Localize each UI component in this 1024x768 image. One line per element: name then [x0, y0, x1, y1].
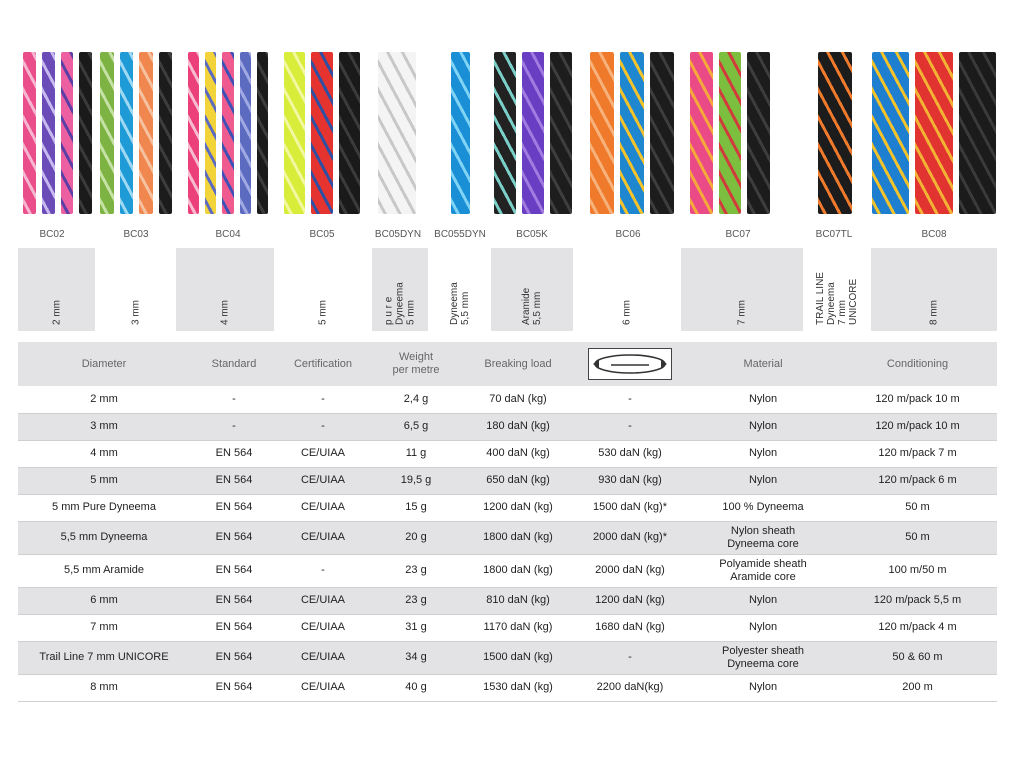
rope-strand-bc05k — [494, 52, 516, 214]
cell-material: Nylon — [688, 674, 838, 701]
cell-standard: - — [190, 386, 278, 413]
rope-strand-bc04 — [257, 52, 268, 214]
size-label-line: 5,5 mm — [459, 291, 471, 325]
size-label — [220, 300, 231, 325]
cell-conditioning: 100 m/50 m — [838, 554, 997, 587]
cell-conditioning: 120 m/pack 7 m — [838, 440, 997, 467]
rope-strand-bc02 — [23, 52, 36, 214]
size-label-cell — [491, 248, 573, 331]
cell-certification: CE/UIAA — [278, 494, 368, 521]
size-label — [318, 300, 329, 325]
cell-sling-load: - — [572, 641, 688, 674]
size-label-line: UNICORE — [848, 278, 859, 325]
cell-standard: EN 564 — [190, 467, 278, 494]
cell-breaking-load: 1530 daN (kg) — [464, 674, 572, 701]
size-label-line: Dyneema — [394, 282, 406, 325]
cell-material: Nylon — [688, 440, 838, 467]
rope-strand-bc06 — [620, 52, 644, 214]
rope-strand-bc07tl — [818, 52, 852, 214]
cell-conditioning: 120 m/pack 5,5 m — [838, 587, 997, 614]
size-label — [521, 288, 543, 325]
cell-breaking-load: 1800 daN (kg) — [464, 521, 572, 554]
product-code: BC08 — [921, 229, 947, 240]
size-label — [929, 300, 940, 325]
header-weight: Weight per metre — [368, 342, 464, 386]
cell-conditioning: 200 m — [838, 674, 997, 701]
cell-weight: 2,4 g — [368, 386, 464, 413]
cell-breaking-load: 400 daN (kg) — [464, 440, 572, 467]
cell-certification: CE/UIAA — [278, 467, 368, 494]
cell-standard: EN 564 — [190, 587, 278, 614]
size-label — [622, 300, 633, 325]
rope-strand-bc05 — [311, 52, 332, 214]
header-breaking-load: Breaking load — [464, 342, 572, 386]
table-row — [18, 554, 997, 587]
cell-conditioning: 50 m — [838, 521, 997, 554]
table-row — [18, 494, 997, 521]
rope-strand-bc02 — [61, 52, 74, 214]
size-label-cell — [372, 248, 428, 331]
table-row — [18, 521, 997, 554]
cell-conditioning: 50 & 60 m — [838, 641, 997, 674]
cell-diameter: 4 mm — [18, 440, 190, 467]
size-label-line: p u r e — [383, 296, 395, 325]
rope-strand-bc06 — [590, 52, 614, 214]
cell-weight: 15 g — [368, 494, 464, 521]
product-code: BC03 — [123, 229, 149, 240]
size-label-cell — [95, 248, 176, 331]
cell-material: Nylon — [688, 386, 838, 413]
cell-material: Polyester sheath Dyneema core — [688, 641, 838, 674]
rope-strand-bc05k — [522, 52, 544, 214]
cell-diameter: Trail Line 7 mm UNICORE — [18, 641, 190, 674]
cell-sling-load: - — [572, 413, 688, 440]
size-label-line: 8 mm — [928, 300, 940, 325]
cell-weight: 6,5 g — [368, 413, 464, 440]
size-label-line: 5 mm — [317, 300, 329, 325]
cell-certification: CE/UIAA — [278, 440, 368, 467]
cell-diameter: 2 mm — [18, 386, 190, 413]
cell-sling-load: 1680 daN (kg) — [572, 614, 688, 641]
rope-strand-bc02 — [42, 52, 55, 214]
cell-sling-load: 1200 daN (kg) — [572, 587, 688, 614]
rope-strand-bc03 — [120, 52, 134, 214]
cell-diameter: 5,5 mm Aramide — [18, 554, 190, 587]
cell-weight: 23 g — [368, 554, 464, 587]
cell-standard: - — [190, 413, 278, 440]
cell-breaking-load: 1800 daN (kg) — [464, 554, 572, 587]
cell-breaking-load: 810 daN (kg) — [464, 587, 572, 614]
cell-conditioning: 120 m/pack 4 m — [838, 614, 997, 641]
product-code: BC07 — [725, 229, 751, 240]
cell-material: Polyamide sheath Aramide core — [688, 554, 838, 587]
table-row — [18, 674, 997, 701]
product-code: BC06 — [615, 229, 641, 240]
cell-weight: 20 g — [368, 521, 464, 554]
rope-strand-bc07 — [690, 52, 713, 214]
cell-standard: EN 564 — [190, 614, 278, 641]
cell-diameter: 5 mm — [18, 467, 190, 494]
product-code: BC055DYN — [434, 229, 486, 240]
cell-certification: - — [278, 554, 368, 587]
cell-conditioning: 120 m/pack 6 m — [838, 467, 997, 494]
rope-strand-bc05 — [284, 52, 305, 214]
size-label-line: 5,5 mm — [532, 291, 543, 325]
size-label-line: 5 mm — [405, 300, 417, 325]
cell-sling-load: 930 daN (kg) — [572, 467, 688, 494]
table-row — [18, 587, 997, 614]
cell-sling-load: 1500 daN (kg)* — [572, 494, 688, 521]
rope-strand-bc07 — [747, 52, 770, 214]
cell-breaking-load: 1500 daN (kg) — [464, 641, 572, 674]
cell-weight: 11 g — [368, 440, 464, 467]
cell-standard: EN 564 — [190, 554, 278, 587]
cell-weight: 31 g — [368, 614, 464, 641]
size-label-cell — [803, 248, 871, 331]
product-code: BC05DYN — [374, 229, 422, 240]
cell-material: Nylon sheath Dyneema core — [688, 521, 838, 554]
cell-standard: EN 564 — [190, 440, 278, 467]
cell-diameter: 3 mm — [18, 413, 190, 440]
rope-strand-bc03 — [159, 52, 173, 214]
table-row — [18, 386, 997, 413]
header-sling-icon — [572, 342, 688, 386]
cell-sling-load: 2200 daN(kg) — [572, 674, 688, 701]
cell-conditioning: 120 m/pack 10 m — [838, 386, 997, 413]
cell-diameter: 5,5 mm Dyneema — [18, 521, 190, 554]
cell-certification: CE/UIAA — [278, 614, 368, 641]
cell-certification: CE/UIAA — [278, 587, 368, 614]
table-row — [18, 614, 997, 641]
product-code: BC02 — [39, 229, 65, 240]
table-row — [18, 467, 997, 494]
cell-sling-load: - — [572, 386, 688, 413]
rope-strand-bc08 — [959, 52, 996, 214]
header-certification: Certification — [278, 342, 368, 386]
cell-breaking-load: 180 daN (kg) — [464, 413, 572, 440]
cell-diameter: 7 mm — [18, 614, 190, 641]
size-label-cell — [871, 248, 997, 331]
rope-strand-bc06 — [650, 52, 674, 214]
size-label-cell — [573, 248, 681, 331]
cell-standard: EN 564 — [190, 494, 278, 521]
size-label-cell — [18, 248, 95, 331]
cell-certification: - — [278, 413, 368, 440]
size-label-line: 7 mm — [736, 300, 748, 325]
header-material: Material — [688, 342, 838, 386]
cell-certification: CE/UIAA — [278, 521, 368, 554]
cell-sling-load: 530 daN (kg) — [572, 440, 688, 467]
product-code: BC04 — [215, 229, 241, 240]
size-label-line: 7 mm — [837, 300, 848, 325]
size-label-line: 3 mm — [130, 300, 141, 325]
cell-weight: 23 g — [368, 587, 464, 614]
cell-diameter: 6 mm — [18, 587, 190, 614]
rope-strand-bc055dyn — [451, 52, 470, 214]
size-label-line: Dyneema — [448, 282, 460, 325]
size-label-line: Aramide — [521, 287, 532, 325]
header-diameter: Diameter — [18, 342, 190, 386]
product-code: BC07TL — [815, 229, 853, 240]
size-label-line: 2 mm — [51, 300, 62, 325]
size-label — [737, 300, 748, 325]
size-label-cell — [681, 248, 803, 331]
size-label-line: Dyneema — [826, 282, 837, 325]
cell-certification: - — [278, 386, 368, 413]
cell-conditioning: 120 m/pack 10 m — [838, 413, 997, 440]
table-row — [18, 440, 997, 467]
rope-images-row — [0, 0, 1024, 220]
rope-strand-bc03 — [139, 52, 153, 214]
cell-certification: CE/UIAA — [278, 674, 368, 701]
rope-strand-bc03 — [100, 52, 114, 214]
sling-loop-icon — [588, 348, 672, 380]
size-label-line: 4 mm — [219, 300, 231, 325]
cell-material: 100 % Dyneema — [688, 494, 838, 521]
rope-strand-bc08 — [872, 52, 909, 214]
cell-breaking-load: 1170 daN (kg) — [464, 614, 572, 641]
cell-weight: 40 g — [368, 674, 464, 701]
rope-strand-bc04 — [188, 52, 199, 214]
cell-sling-load: 2000 daN (kg)* — [572, 521, 688, 554]
table-row — [18, 413, 997, 440]
size-label — [130, 300, 141, 325]
cell-weight: 34 g — [368, 641, 464, 674]
size-label-cell — [176, 248, 274, 331]
rope-strand-bc05dyn — [378, 52, 416, 214]
cell-sling-load: 2000 daN (kg) — [572, 554, 688, 587]
rope-strand-bc05k — [550, 52, 572, 214]
cell-breaking-load: 650 daN (kg) — [464, 467, 572, 494]
rope-strand-bc02 — [79, 52, 92, 214]
rope-strand-bc04 — [240, 52, 251, 214]
size-label — [51, 300, 62, 325]
product-code: BC05K — [516, 229, 548, 240]
cell-weight: 19,5 g — [368, 467, 464, 494]
size-label — [384, 282, 417, 325]
rope-strand-bc05 — [339, 52, 360, 214]
cell-diameter: 5 mm Pure Dyneema — [18, 494, 190, 521]
product-code: BC05 — [309, 229, 335, 240]
rope-strand-bc04 — [205, 52, 216, 214]
cell-conditioning: 50 m — [838, 494, 997, 521]
size-label — [449, 282, 471, 325]
size-label — [815, 272, 859, 325]
table-header-row — [18, 342, 997, 386]
header-standard: Standard — [190, 342, 278, 386]
cell-breaking-load: 1200 daN (kg) — [464, 494, 572, 521]
table-row — [18, 641, 997, 674]
cell-standard: EN 564 — [190, 674, 278, 701]
rope-strand-bc08 — [915, 52, 952, 214]
rope-strand-bc04 — [222, 52, 233, 214]
cell-material: Nylon — [688, 614, 838, 641]
header-conditioning: Conditioning — [838, 342, 997, 386]
size-label-cell — [274, 248, 372, 331]
cell-standard: EN 564 — [190, 521, 278, 554]
size-label-cell — [428, 248, 491, 331]
cell-breaking-load: 70 daN (kg) — [464, 386, 572, 413]
size-label-line: 6 mm — [621, 300, 633, 325]
cell-material: Nylon — [688, 467, 838, 494]
cell-material: Nylon — [688, 587, 838, 614]
cell-standard: EN 564 — [190, 641, 278, 674]
cell-certification: CE/UIAA — [278, 641, 368, 674]
rope-strand-bc07 — [719, 52, 742, 214]
cell-material: Nylon — [688, 413, 838, 440]
cell-diameter: 8 mm — [18, 674, 190, 701]
size-label-line: TRAIL LINE — [815, 272, 826, 325]
specs-table — [18, 342, 997, 702]
